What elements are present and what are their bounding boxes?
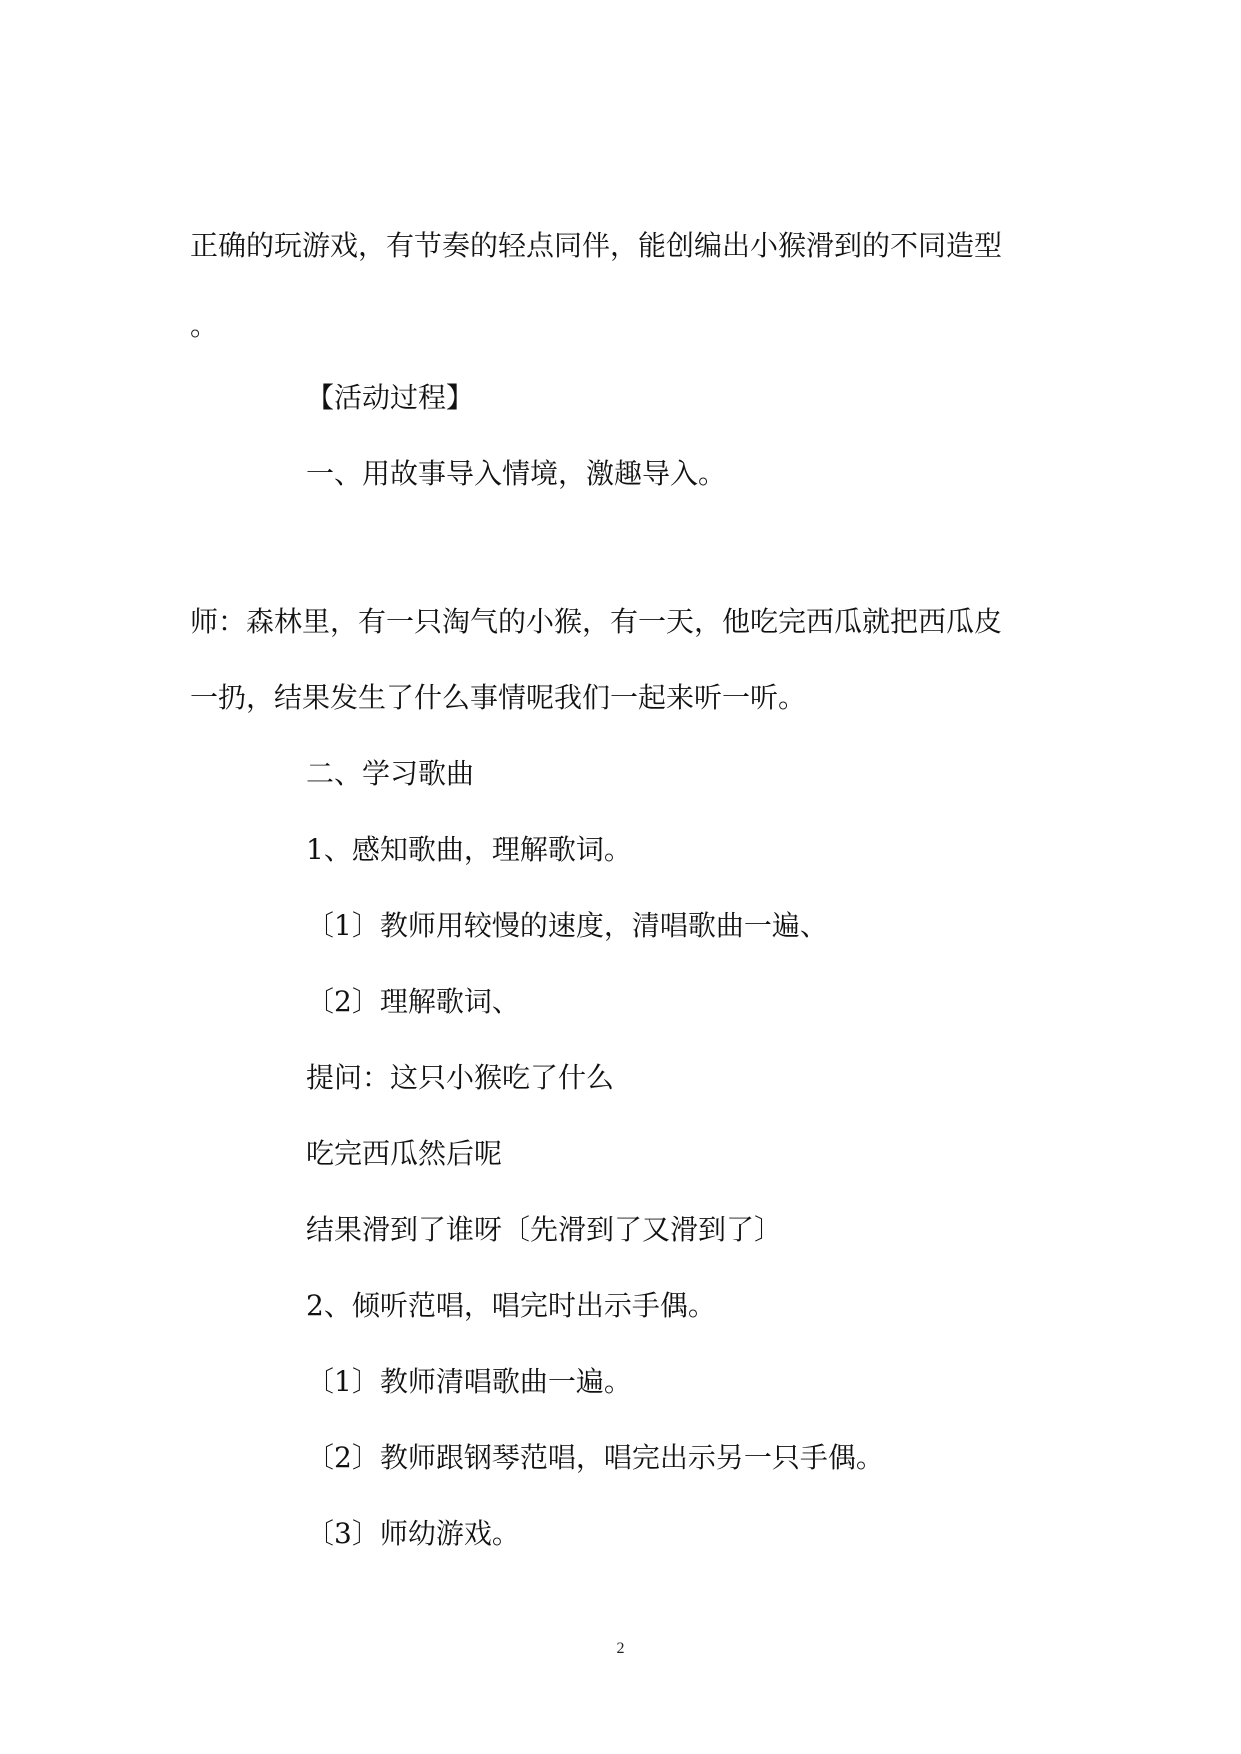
paragraph-line: 吃完西瓜然后呢 (306, 1137, 503, 1170)
page-number: 2 (616, 1640, 625, 1657)
paragraph-line: 提问：这只小猴吃了什么 (306, 1061, 615, 1094)
paragraph-line: 结果滑到了谁呀〔先滑到了又滑到了〕 (306, 1213, 783, 1246)
list-item: 〔2〕教师跟钢琴范唱，唱完出示另一只手偶。 (306, 1441, 884, 1474)
paragraph-line: 正确的玩游戏，有节奏的轻点同伴，能创编出小猴滑到的不同造型 (190, 229, 1003, 262)
paragraph-line: 一扔，结果发生了什么事情呢我们一起来听一听。 (190, 681, 807, 714)
list-item: 〔3〕师幼游戏。 (306, 1517, 520, 1550)
paragraph-line: 师：森林里，有一只淘气的小猴，有一天，他吃完西瓜就把西瓜皮 (190, 605, 1003, 638)
list-item: 〔1〕教师清唱歌曲一遍。 (306, 1365, 632, 1398)
section-heading: 一、用故事导入情境，激趣导入。 (306, 457, 727, 490)
subsection-heading: 2、倾听范唱，唱完时出示手偶。 (306, 1289, 716, 1322)
section-heading: 【活动过程】 (306, 381, 475, 414)
list-item: 〔2〕理解歌词、 (306, 985, 520, 1018)
paragraph-line: 。 (190, 309, 219, 342)
section-heading: 二、学习歌曲 (306, 757, 475, 790)
list-item: 〔1〕教师用较慢的速度，清唱歌曲一遍、 (306, 909, 828, 942)
subsection-heading: 1、感知歌曲，理解歌词。 (306, 833, 632, 866)
